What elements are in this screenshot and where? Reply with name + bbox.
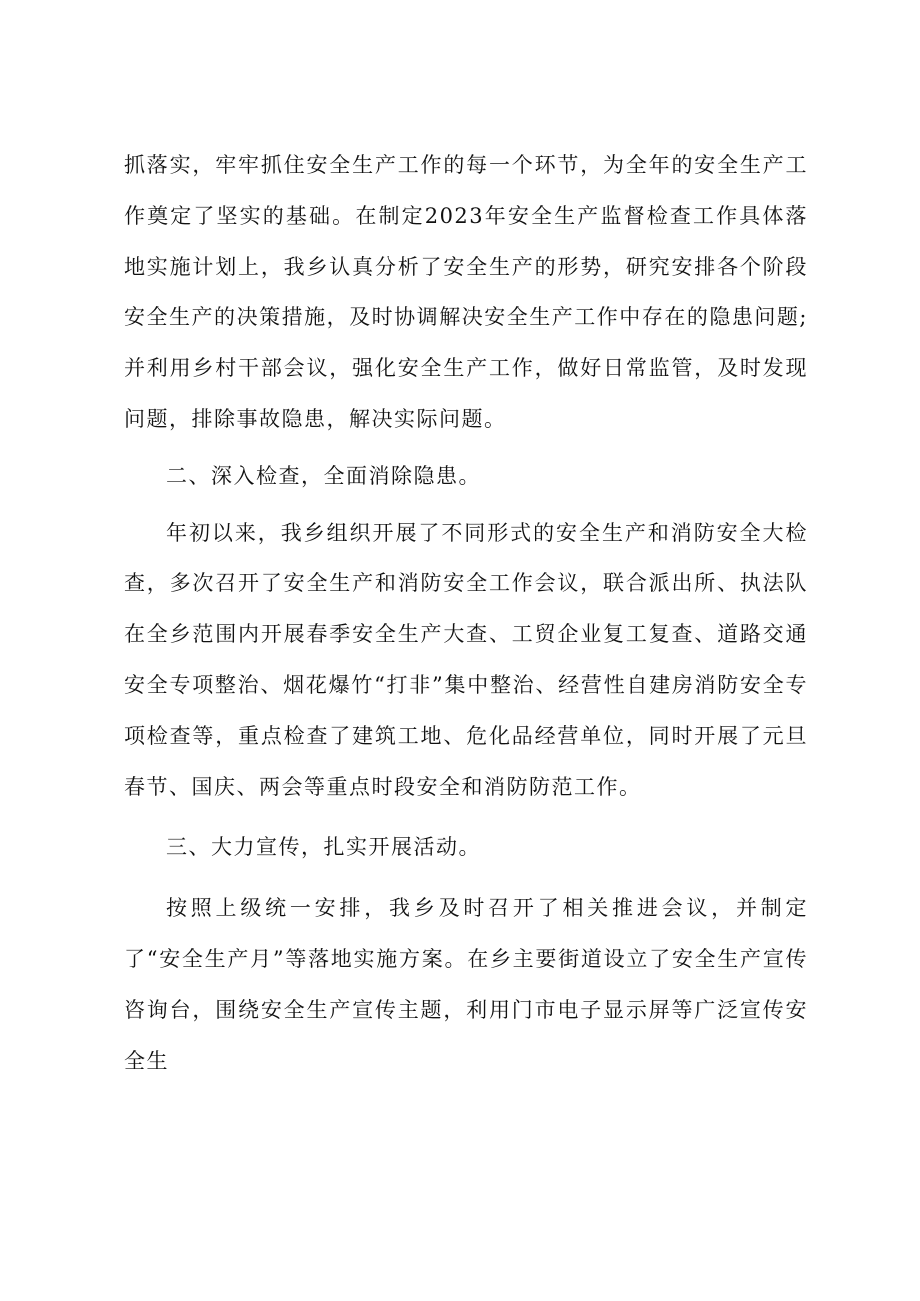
section-heading-3: 三、大力宣传，扎实开展活动。 [166,835,481,860]
paragraph-spacer [124,812,808,822]
paragraph-spacer [124,873,808,883]
paragraph-publicity: 按照上级统一安排，我乡及时召开了相关推进会议，并制定了“安全生产月”等落地实施方案。在乡主要街道设立了安全生产宣传咨询台，围绕安全生产宣传主题，利用门市电子显示屏等广泛宣传安全生 [124,896,808,1073]
paragraph-continued: 抓落实，牢牢抓住安全生产工作的每一个环节，为全年的安全生产工作奠定了坚实的基础。在制定2023年安全生产监督检查工作具体落地实施计划上，我乡认真分析了安全生产的形势，研究安排各个阶段安全生产的决策措施，及时协调解决安全生产工作中存在的隐患问题;并利用乡村干部会议，强化安全生产工作，做好日常监管，及时发现问题，排除事故隐患，解决实际问题。 [124,153,808,431]
document-body [124,140,808,1086]
paragraph-inspections: 年初以来，我乡组织开展了不同形式的安全生产和消防安全大检查，多次召开了安全生产和消防安全工作会议，联合派出所、执法队在全乡范围内开展春季安全生产大查、工贸企业复工复查、道路交通安全专项整治、烟花爆竹“打非”集中整治、经营性自建房消防安全专项检查等，重点检查了建筑工地、危化品经营单位，同时开展了元旦春节、国庆、两会等重点时段安全和消防防范工作。 [124,520,808,799]
section-heading-2: 二、深入检查，全面消除隐患。 [166,463,481,488]
